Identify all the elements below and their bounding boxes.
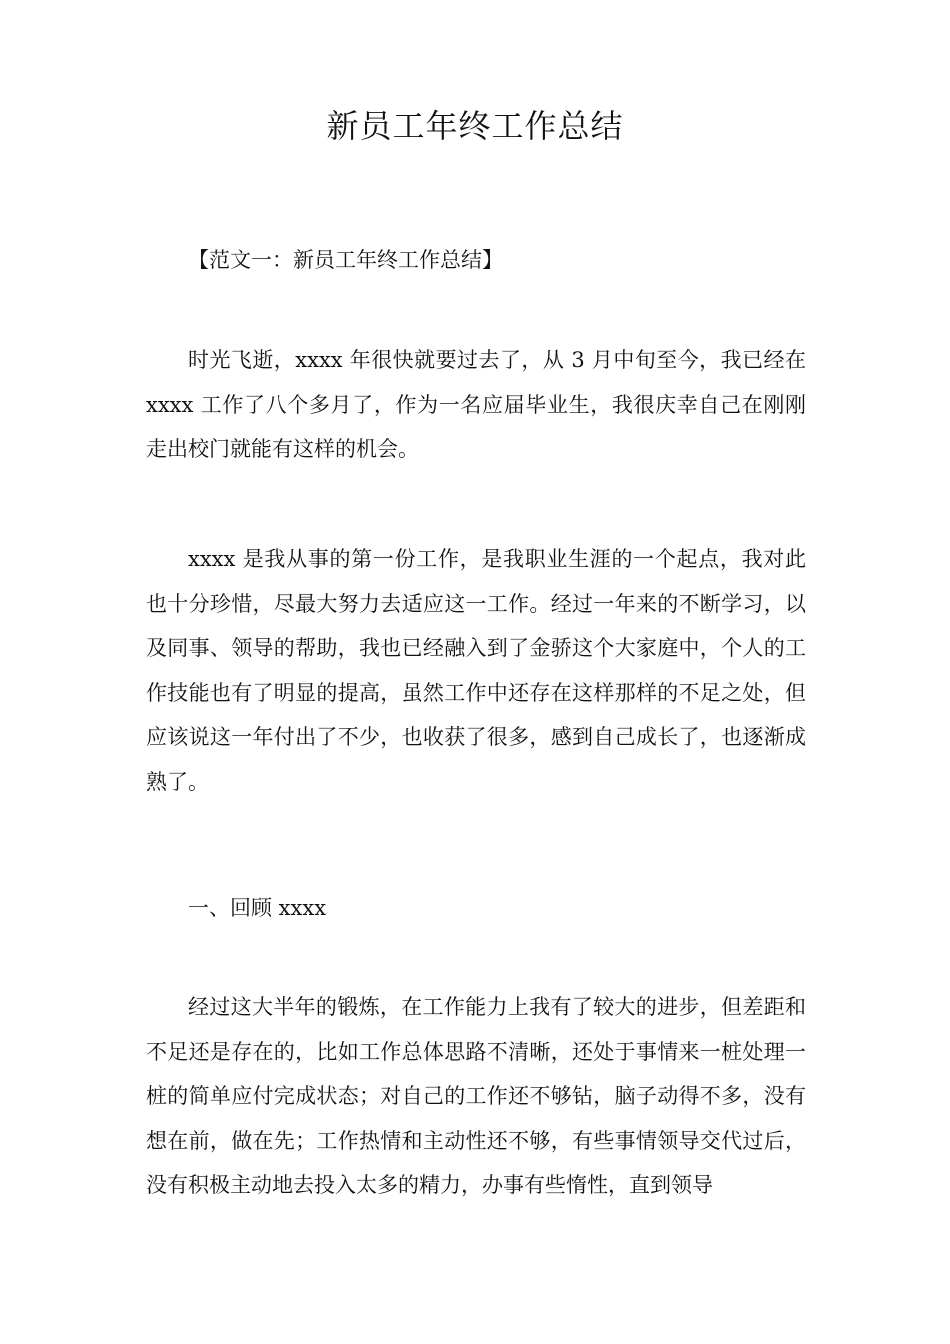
paragraph-1: 时光飞逝，xxxx 年很快就要过去了，从 3 月中旬至今，我已经在 xxxx 工作了八个多月了，作为一名应届毕业生，我很庆幸自己在刚刚走出校门就能有这样的机会。 [146,348,806,461]
section-1-paragraph: 经过这大半年的锻炼，在工作能力上我有了较大的进步，但差距和不足还是存在的，比如工作总体思路不清晰，还处于事情来一桩处理一桩的简单应付完成状态；对自己的工作还不够钻，脑子动得不多，没有想在前，做在先；工作热情和主动性还不够，有些事情领导交代过后，没有积极主动地去投入太多的精力，办事有些惰性，直到领导 [146,995,806,1197]
document-title: 新员工年终工作总结 [326,107,624,145]
sample-label: 【范文一：新员工年终工作总结】 [188,248,503,272]
section-1-heading: 一、回顾 xxxx [188,896,327,920]
paragraph-2: xxxx 是我从事的第一份工作，是我职业生涯的一个起点，我对此也十分珍惜，尽最大努力去适应这一工作。经过一年来的不断学习，以及同事、领导的帮助，我也已经融入到了金骄这个大家庭中，个人的工作技能也有了明显的提高，虽然工作中还存在这样那样的不足之处，但应该说这一年付出了不少，也收获了很多，感到自己成长了，也逐渐成熟了。 [146,547,806,794]
